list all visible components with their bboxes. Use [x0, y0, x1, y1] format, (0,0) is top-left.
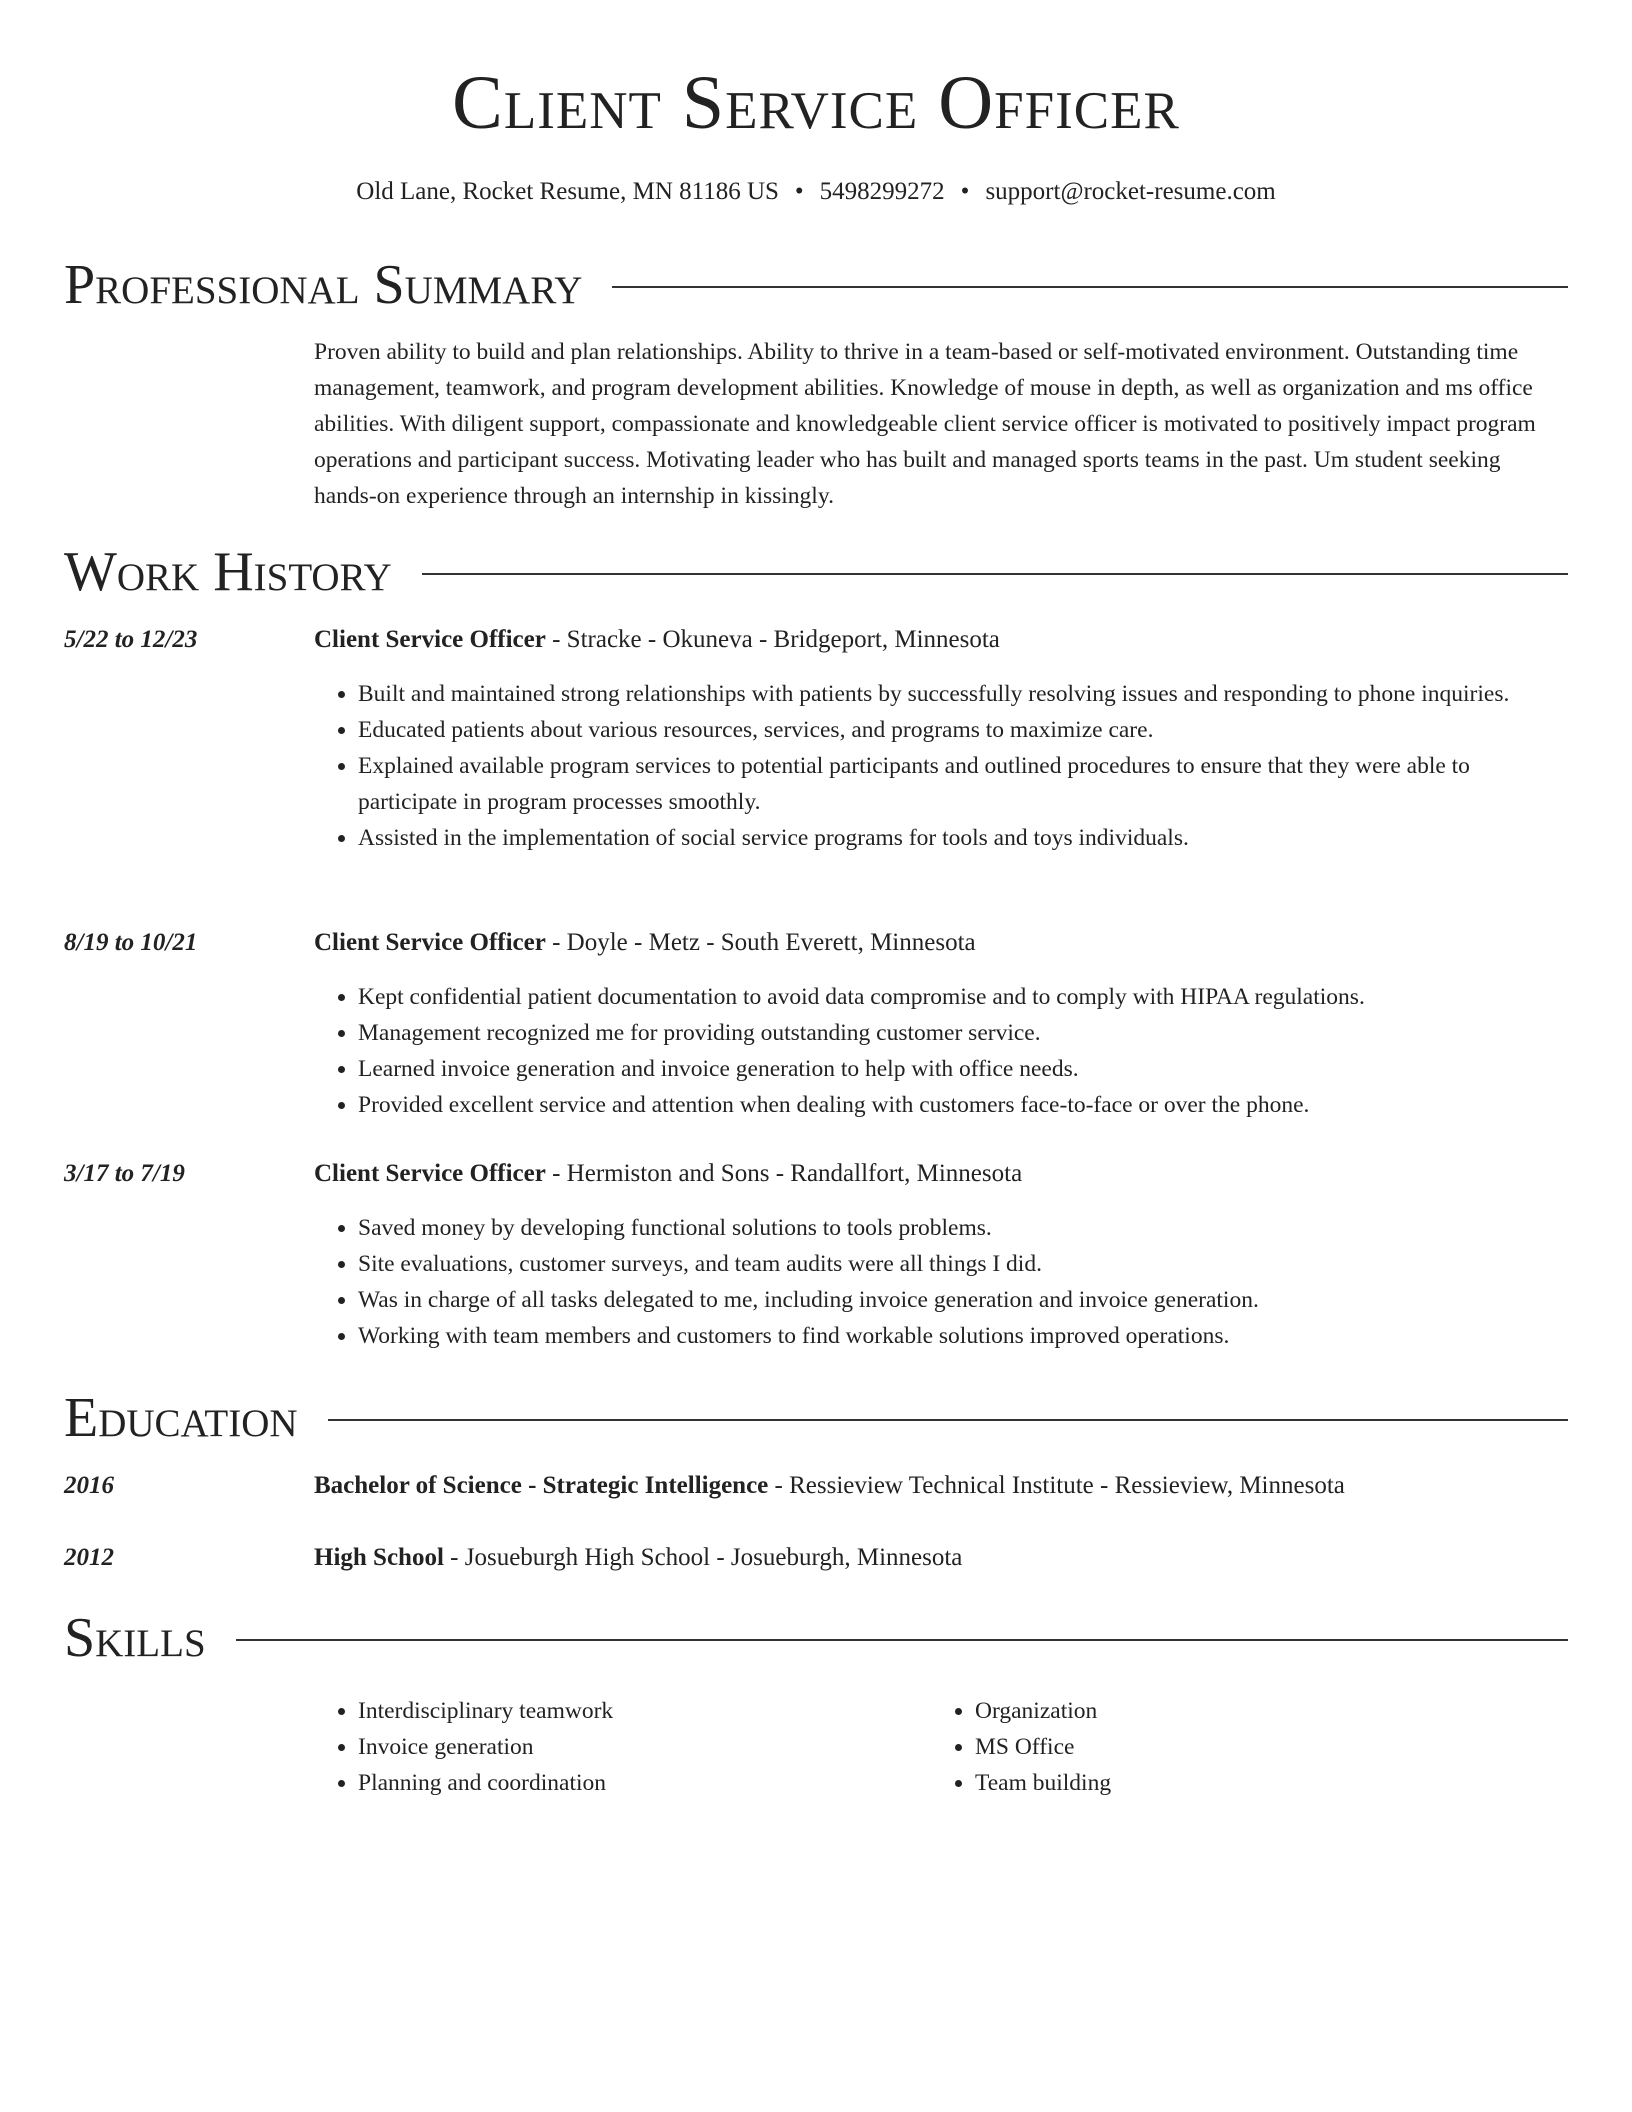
job-title-line	[314, 925, 1568, 961]
skills-list-left	[314, 1693, 914, 1801]
job-details: - Hermiston and Sons - Randallfort, Minnesota	[545, 1160, 1023, 1187]
job-bullet-list	[314, 979, 1568, 1123]
skills-list-right	[931, 1693, 1531, 1801]
contact-phone: 5498299272	[819, 178, 945, 205]
education-year: 2016	[64, 1472, 114, 1499]
education-line	[314, 1540, 1568, 1576]
section-divider	[328, 1419, 1568, 1421]
contact-separator: •	[794, 178, 804, 205]
education-degree: Bachelor of Science - Strategic Intelligence	[314, 1472, 769, 1499]
section-divider	[422, 573, 1568, 575]
contact-email[interactable]: support@rocket-resume.com	[985, 178, 1276, 205]
education-section-title: Education	[64, 1387, 298, 1449]
job-bullet: • Built and maintained strong relationships with patients by successfully resolving issues and responding to phone inquiries.	[358, 676, 1568, 712]
resume-name-heading: Client Service Officer	[452, 61, 1180, 145]
summary-section-header	[64, 250, 1568, 320]
skill-item: • Planning and coordination	[358, 1765, 914, 1801]
job-bullet: • Provided excellent service and attention when dealing with customers face-to-face or over the phone.	[358, 1087, 1568, 1123]
contact-address: Old Lane, Rocket Resume, MN 81186 US	[356, 178, 779, 205]
job-role: Client Service Officer	[314, 1160, 546, 1187]
summary-section-title: Professional Summary	[64, 254, 583, 316]
job-role: Client Service Officer	[314, 929, 546, 956]
job-bullet: • Kept confidential patient documentation to avoid data compromise and to comply with HIPAA regulations.	[358, 979, 1568, 1015]
skill-item: • MS Office	[975, 1729, 1531, 1765]
education-line	[314, 1468, 1568, 1504]
skill-item: • Team building	[975, 1765, 1531, 1801]
job-bullet: • Management recognized me for providing outstanding customer service.	[358, 1015, 1568, 1051]
job-bullet: • Site evaluations, customer surveys, and team audits were all things I did.	[358, 1246, 1568, 1282]
job-bullet: • Educated patients about various resources, services, and programs to maximize care.	[358, 712, 1568, 748]
section-divider	[236, 1639, 1568, 1641]
skill-item: • Organization	[975, 1693, 1531, 1729]
skill-item: • Interdisciplinary teamwork	[358, 1693, 914, 1729]
skill-item: • Invoice generation	[358, 1729, 914, 1765]
contact-separator: •	[960, 178, 970, 205]
education-details: - Josueburgh High School - Josueburgh, Minnesota	[443, 1544, 963, 1571]
job-bullet: • Explained available program services to potential participants and outlined procedures to ensure that they were able to participate in program processes smoothly.	[358, 748, 1568, 820]
job-details: - Stracke - Okuneva - Bridgeport, Minnesota	[545, 626, 1000, 653]
job-title-line	[314, 622, 1568, 658]
contact-line	[64, 176, 1568, 208]
job-details: - Doyle - Metz - South Everett, Minnesota	[545, 929, 976, 956]
job-role: Client Service Officer	[314, 626, 546, 653]
job-bullet-list	[314, 1210, 1568, 1354]
education-degree: High School	[314, 1544, 444, 1571]
job-bullet-list	[314, 676, 1568, 856]
job-dates: 3/17 to 7/19	[64, 1160, 185, 1187]
job-bullet: • Working with team members and customers to find workable solutions improved operations.	[358, 1318, 1568, 1354]
skills-section-header	[64, 1603, 1568, 1673]
job-dates: 5/22 to 12/23	[64, 626, 198, 653]
education-details: - Ressieview Technical Institute - Ressieview, Minnesota	[768, 1472, 1345, 1499]
section-divider	[612, 286, 1568, 288]
job-bullet: • Assisted in the implementation of social service programs for tools and toys individuals.	[358, 820, 1568, 856]
job-title-line	[314, 1156, 1568, 1192]
work-section-header	[64, 537, 1568, 607]
job-bullet: • Learned invoice generation and invoice generation to help with office needs.	[358, 1051, 1568, 1087]
job-dates: 8/19 to 10/21	[64, 929, 198, 956]
skills-section-title: Skills	[64, 1607, 206, 1669]
job-bullet: • Saved money by developing functional solutions to tools problems.	[358, 1210, 1568, 1246]
work-section-title: Work History	[64, 541, 392, 603]
education-section-header	[64, 1383, 1568, 1453]
education-year: 2012	[64, 1544, 114, 1571]
summary-text: Proven ability to build and plan relationships. Ability to thrive in a team-based or self-motivated environment. Outstanding time management, teamwork, and program development abilities. Knowledge of mouse in depth, as well as organization and ms office abilities. With diligent support, compassionate and knowledgeable client service officer is motivated to positively impact program operations and participant success. Motivating leader who has built and managed sports teams in the past. Um student seeking hands-on experience through an internship in kissingly.	[314, 339, 1536, 509]
job-bullet: • Was in charge of all tasks delegated to me, including invoice generation and invoice generation.	[358, 1282, 1568, 1318]
